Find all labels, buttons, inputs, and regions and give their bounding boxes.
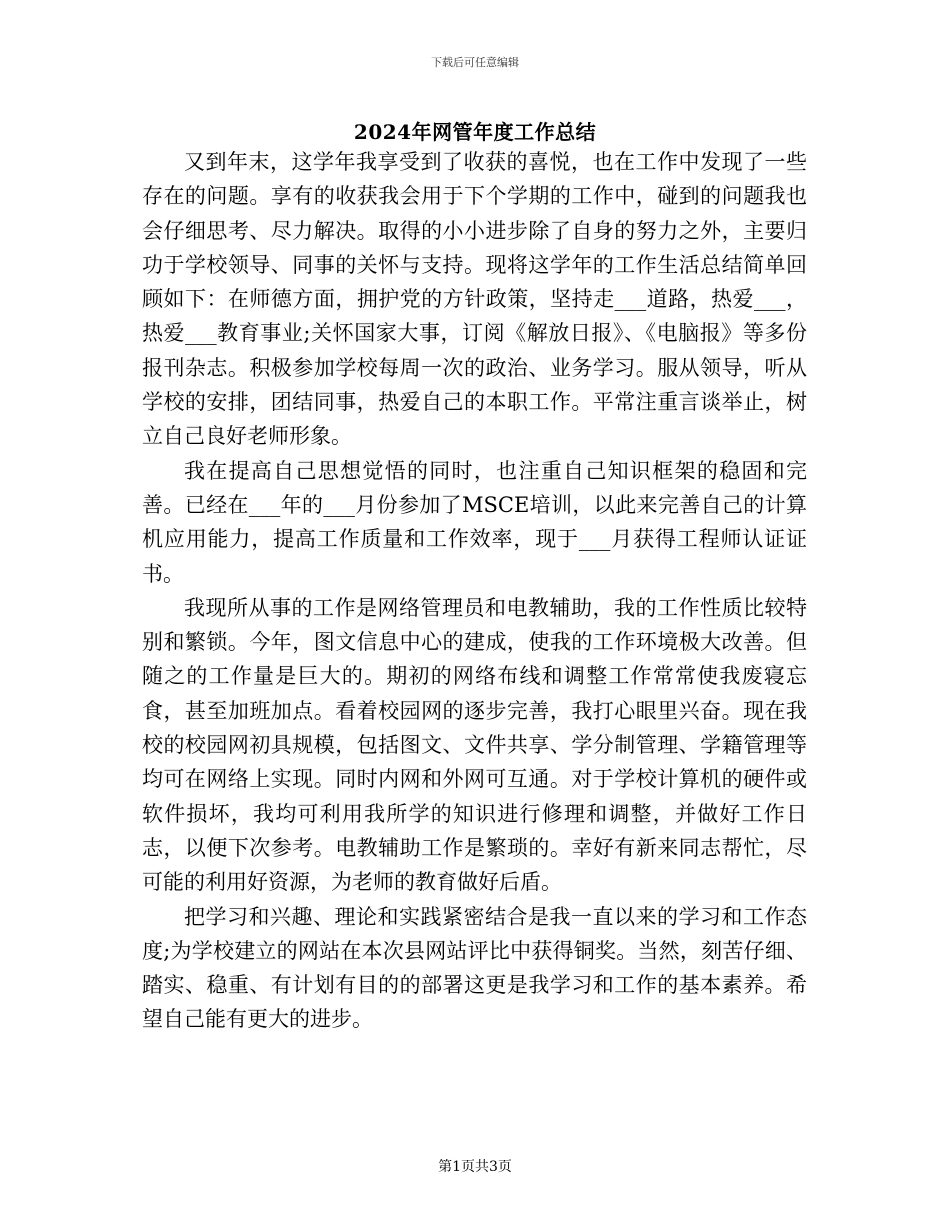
paragraph-3: 我现所从事的工作是网络管理员和电教辅助，我的工作性质比较特别和繁锁。今年，图文信息中心的建成，使我的工作环境极大改善。但随之的工作量是巨大的。期初的网络布线和调整工作常常使我废寝忘食，甚至加班加点。看着校园网的逐步完善，我打心眼里兴奋。现在我校的校园网初具规模，包括图文、文件共享、学分制管理、学籍管理等均可在网络上实现。同时内网和外网可互通。对于学校计算机的硬件或软件损坏，我均可利用我所学的知识进行修理和调整，并做好工作日志，以便下次参考。电教辅助工作是繁琐的。幸好有新来同志帮忙，尽可能的利用好资源，为老师的教育做好后盾。	[142, 595, 807, 895]
document-body	[142, 145, 807, 1037]
edit-note-header: 下载后可任意编辑	[431, 56, 519, 69]
paragraph-2: 我在提高自己思想觉悟的同时，也注重自己知识框架的稳固和完善。已经在___年的___月份参加了MSCE培训，以此来完善自己的计算机应用能力，提高工作质量和工作效率，现于___月获得工程师认证证书。	[142, 458, 807, 586]
document-title: 2024年网管年度工作总结	[353, 120, 597, 144]
paragraph-1: 又到年末，这学年我享受到了收获的喜悦，也在工作中发现了一些存在的问题。享有的收获我会用于下个学期的工作中，碰到的问题我也会仔细思考、尽力解决。取得的小小进步除了自身的努力之外，主要归功于学校领导、同事的关怀与支持。现将这学年的工作生活总结简单回顾如下：在师德方面，拥护党的方针政策，坚持走___道路，热爱___，热爱___教育事业;关怀国家大事，订阅《解放日报》、《电脑报》等多份报刊杂志。积极参加学校每周一次的政治、业务学习。服从领导，听从学校的安排，团结同事，热爱自己的本职工作。平常注重言谈举止，树立自己良好老师形象。	[142, 150, 807, 449]
page-number-footer: 第1页共3页	[438, 1159, 512, 1175]
paragraph-4: 把学习和兴趣、理论和实践紧密结合是我一直以来的学习和工作态度;为学校建立的网站在本次县网站评比中获得铜奖。当然，刻苦仔细、踏实、稳重、有计划有目的的部署这更是我学习和工作的基本素养。希望自己能有更大的进步。	[142, 904, 807, 1032]
